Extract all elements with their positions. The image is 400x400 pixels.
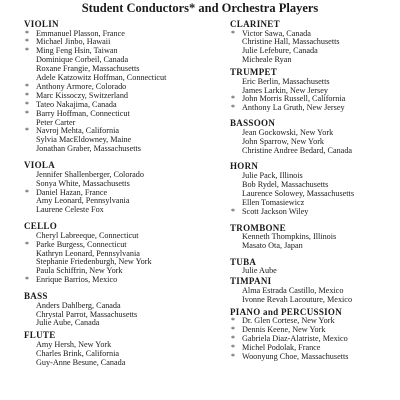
conductor-asterisk: * — [25, 37, 29, 47]
section-bassoon — [230, 119, 395, 155]
player-name: Parke Burgess, Connecticut — [36, 239, 127, 249]
player-name: Stephanie Friedenburgh, New York — [36, 257, 152, 267]
player-name: Tateo Nakajima, Canada — [36, 99, 117, 109]
conductor-asterisk: * — [231, 324, 235, 334]
player-list — [230, 317, 395, 362]
player-name: Kathryn Leonard, Pennsylvania — [36, 248, 140, 258]
player-name: Eric Berlin, Massachusetts — [242, 76, 330, 86]
section-heading: CLARINET — [230, 19, 280, 29]
player-name: Cheryl Labreeque, Connecticut — [36, 230, 139, 240]
conductor-asterisk: * — [25, 239, 29, 249]
player-name: Ming Feng Hsin, Taiwan — [36, 46, 118, 56]
conductor-asterisk: * — [25, 108, 29, 118]
conductor-asterisk: * — [231, 94, 235, 104]
player-list — [24, 232, 214, 285]
section-piano-and-percussion — [230, 308, 395, 362]
player-name: Anders Dahlberg, Canada — [36, 300, 121, 310]
player-list — [230, 233, 395, 251]
conductor-asterisk: * — [25, 28, 29, 38]
player-entry — [230, 296, 395, 305]
player-name: James Larkin, New Jersey — [242, 85, 328, 95]
conductor-asterisk: * — [25, 90, 29, 100]
player-name: Enrique Barrios, Mexico — [36, 275, 118, 285]
section-tuba — [230, 258, 395, 276]
player-list — [230, 267, 395, 276]
player-name: Adele Katzowitz Hoffman, Connecticut — [36, 73, 167, 83]
section-clarinet — [230, 20, 395, 65]
player-name: Sonya White, Massachusetts — [36, 178, 130, 188]
section-heading: TIMPANI — [230, 276, 272, 287]
player-entry — [24, 319, 214, 328]
conductor-asterisk: * — [25, 126, 29, 136]
player-entry — [24, 276, 214, 285]
player-name: Masato Ota, Japan — [242, 240, 303, 250]
section-heading: BASSOON — [230, 118, 276, 129]
player-name: Jonathan Graber, Massachusetts — [36, 144, 141, 154]
section-trumpet — [230, 68, 395, 113]
player-list — [230, 30, 395, 66]
player-name: Scott Jackson Wiley — [242, 206, 309, 216]
player-list — [24, 171, 214, 216]
conductor-asterisk: * — [231, 333, 235, 343]
player-name: Gabriela Diaz-Alatriste, Mexico — [242, 333, 348, 343]
section-cello — [24, 222, 214, 285]
player-name: Sylvia MacEldowney, Maine — [36, 135, 132, 145]
player-name: Ivonne Revah Lacouture, Mexico — [242, 294, 353, 304]
conductor-asterisk: * — [25, 99, 29, 109]
player-name: Dominique Corbeil, Canada — [36, 55, 129, 65]
player-list — [230, 172, 395, 217]
section-heading: CELLO — [24, 221, 58, 232]
player-name: Emmanuel Plasson, France — [36, 28, 125, 38]
player-name: Michel Podolak, France — [242, 342, 321, 352]
player-name: Guy-Anne Besune, Canada — [36, 357, 126, 367]
player-name: Julie Aube — [242, 266, 277, 276]
section-heading: HORN — [230, 161, 259, 172]
conductor-asterisk: * — [231, 28, 235, 38]
player-name: Roxane Frangie, Massachusetts — [36, 64, 140, 74]
player-entry — [230, 56, 395, 65]
player-name: Laurence Solowey, Massachusetts — [242, 188, 355, 198]
left-column — [24, 20, 214, 368]
player-entry — [230, 242, 395, 251]
section-bass — [24, 292, 214, 328]
player-entry — [24, 145, 214, 154]
section-viola — [24, 161, 214, 215]
player-list — [230, 78, 395, 114]
player-name: Christine Andree Bedard, Canada — [242, 145, 353, 155]
conductor-asterisk: * — [25, 275, 29, 285]
conductor-asterisk: * — [231, 103, 235, 113]
player-list — [24, 302, 214, 329]
player-name: Paula Schiffrin, New York — [36, 266, 123, 276]
player-name: Charles Brink, California — [36, 348, 119, 358]
section-heading: VIOLA — [24, 160, 56, 171]
player-name: Anthony Armore, Colorado — [36, 81, 127, 91]
player-name: Victor Sawa, Canada — [242, 28, 311, 38]
player-name: Jennifer Shallenberger, Colorado — [36, 169, 144, 179]
player-name: Peter Carter — [36, 117, 76, 127]
section-flute — [24, 331, 214, 367]
conductor-asterisk: * — [25, 46, 29, 56]
player-name: Bob Rydel, Massachusetts — [242, 179, 329, 189]
player-list — [24, 30, 214, 155]
player-name: Anthony La Gruth, New Jersey — [242, 103, 345, 113]
player-name: Alma Estrada Castillo, Mexico — [242, 285, 344, 295]
player-name: Jean Gockowski, New York — [242, 127, 334, 137]
section-trombone — [230, 224, 395, 251]
player-entry — [230, 104, 395, 113]
player-name: Daniel Hazan, France — [36, 187, 108, 197]
player-name: Dr. Glen Cortese, New York — [242, 316, 335, 326]
player-name: Julie Aube, Canada — [36, 318, 100, 328]
player-name: Laurene Celeste Fox — [36, 205, 104, 215]
player-name: Michael Jinbo, Hawaii — [36, 37, 111, 47]
player-name: Dennis Keene, New York — [242, 324, 326, 334]
conductor-asterisk: * — [231, 342, 235, 352]
conductor-asterisk: * — [25, 187, 29, 197]
player-name: Kenneth Thompkins, Illinois — [242, 232, 337, 241]
right-column — [230, 20, 395, 362]
section-heading: PIANO and PERCUSSION — [230, 306, 343, 317]
player-name: John Sparrow, New York — [242, 136, 325, 146]
section-horn — [230, 162, 395, 216]
player-name: Barry Hoffman, Connecticut — [36, 108, 130, 118]
player-list — [230, 129, 395, 156]
player-name: Ellen Tomasiewicz — [242, 197, 305, 207]
player-entry — [230, 147, 395, 156]
section-heading: FLUTE — [24, 330, 56, 341]
player-entry — [24, 206, 214, 215]
player-name: Julie Lefebure, Canada — [242, 46, 318, 56]
player-name: Chrystal Parrot, Massachusetts — [36, 309, 138, 319]
conductor-asterisk: * — [25, 81, 29, 91]
player-entry — [230, 353, 395, 362]
section-heading: TROMBONE — [230, 222, 286, 233]
player-entry — [230, 267, 395, 276]
player-list — [24, 341, 214, 368]
section-heading: BASS — [24, 291, 48, 302]
player-list — [230, 287, 395, 305]
player-name: Micheale Ryan — [242, 55, 292, 65]
page-title: Student Conductors* and Orchestra Players — [81, 1, 319, 15]
conductor-asterisk: * — [231, 316, 235, 326]
section-heading: TUBA — [230, 256, 257, 267]
player-name: Christine Hall, Massachusetts — [242, 37, 340, 47]
section-heading: VIOLIN — [24, 19, 59, 29]
conductor-asterisk: * — [231, 206, 235, 216]
section-timpani — [230, 277, 395, 304]
player-entry — [24, 359, 214, 368]
player-name: Navroj Mehta, California — [36, 126, 119, 136]
player-entry — [230, 208, 395, 217]
player-name: Marc Kissoczy, Switzerland — [36, 90, 129, 100]
player-name: Julie Pack, Illinois — [242, 170, 303, 180]
player-name: Woonyung Choe, Massachusetts — [242, 351, 349, 361]
player-name: John Morris Russell, California — [242, 94, 346, 104]
conductor-asterisk: * — [231, 351, 235, 361]
player-name: Amy Hersh, New York — [36, 339, 112, 349]
section-violin — [24, 20, 214, 154]
player-name: Amy Leonard, Pennsylvania — [36, 196, 130, 206]
section-heading: TRUMPET — [230, 67, 278, 78]
